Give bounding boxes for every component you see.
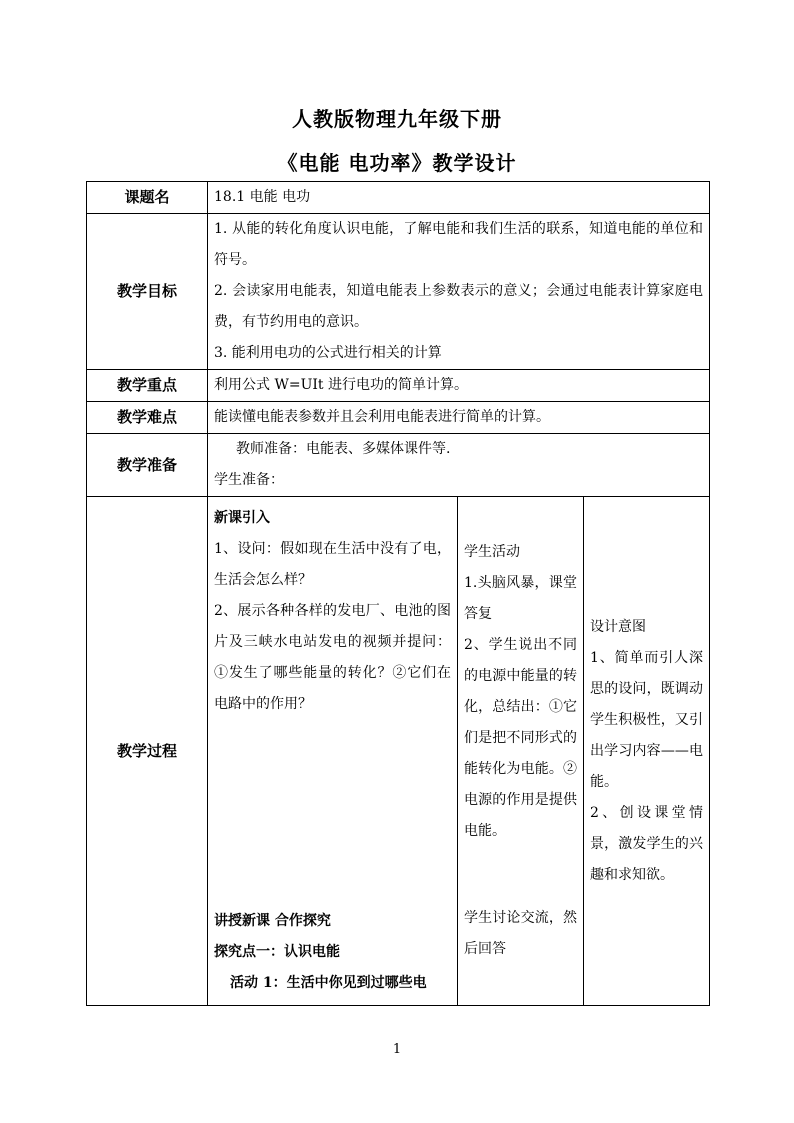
intent-2: 2、创设课堂情景，激发学生的兴趣和求知欲。: [590, 804, 703, 883]
preparation-label: 教学准备: [87, 434, 208, 497]
teacher-activity-column: [208, 497, 458, 1006]
row-topic: [87, 182, 710, 214]
activity1-label: 活动 1：生活中你见到过哪些电: [230, 975, 427, 991]
student-activity-column: [458, 497, 584, 1006]
point1-heading: 探究点一：认识电能: [214, 944, 340, 960]
topic-label: 课题名: [87, 182, 208, 214]
new-lesson-heading: 讲授新课 合作探究: [214, 913, 331, 929]
difficulties-label: 教学难点: [87, 402, 208, 434]
student-activity-2: 2、学生说出不同的电源中能量的转化，总结出：①它们是把不同形式的能转化为电能。②电源的作用是提供电能。: [464, 637, 577, 839]
goal-item: 3. 能利用电功的公式进行相关的计算: [214, 345, 442, 361]
row-key-points: [87, 370, 710, 402]
activity1-text: [214, 968, 451, 999]
row-preparation: [87, 434, 710, 497]
student-activity-3: 学生讨论交流，然后回答: [464, 910, 577, 957]
intent-1: 1、简单而引人深思的设问，既调动学生积极性，又引出学习内容——电能。: [590, 649, 703, 790]
spacer: [464, 847, 577, 903]
intro-heading: 新课引入: [214, 510, 270, 526]
row-difficulties: [87, 402, 710, 434]
intro-question-1: 1、设问：假如现在生活中没有了电，生活会怎么样？: [214, 541, 451, 588]
topic-value: 18.1 电能 电功: [208, 182, 710, 214]
spacer: [214, 720, 451, 906]
key-points-label: 教学重点: [87, 370, 208, 402]
row-goals: [87, 214, 710, 370]
goal-item: 1. 从能的转化角度认识电能，了解电能和我们生活的联系，知道电能的单位和符号。: [214, 221, 703, 268]
student-activity-1: 1.头脑风暴，课堂答复: [464, 575, 577, 622]
teacher-preparation: 教师准备：电能表、多媒体课件等.: [236, 441, 451, 457]
goal-item: 2. 会读家用电能表，知道电能表上参数表示的意义；会通过电能表计算家庭电费，有节约用电的意识。: [214, 283, 703, 330]
student-heading: 学生活动: [464, 544, 520, 560]
intent-heading: 设计意图: [590, 618, 646, 635]
document-title: 人教版物理九年级下册: [292, 107, 502, 131]
goals-value: [208, 214, 710, 370]
row-process: [87, 497, 710, 1006]
document-subtitle: 《电能 电功率》教学设计: [277, 151, 517, 175]
difficulties-value: 能读懂电能表参数并且会利用电能表进行简单的计算。: [208, 402, 710, 434]
page-number: 1: [392, 1042, 402, 1057]
intro-question-2: 2、展示各种各样的发电厂、电池的图片及三峡水电站发电的视频并提问：①发生了哪些能量的转化？②它们在电路中的作用？: [214, 603, 451, 712]
preparation-value: [208, 434, 710, 497]
lesson-plan-table: [86, 181, 710, 1006]
key-points-value: 利用公式 W=UIt 进行电功的简单计算。: [208, 370, 710, 402]
goals-label: 教学目标: [87, 214, 208, 370]
student-preparation: 学生准备：: [214, 472, 284, 488]
process-label: 教学过程: [87, 497, 208, 1006]
design-intent-column: [584, 497, 710, 1006]
